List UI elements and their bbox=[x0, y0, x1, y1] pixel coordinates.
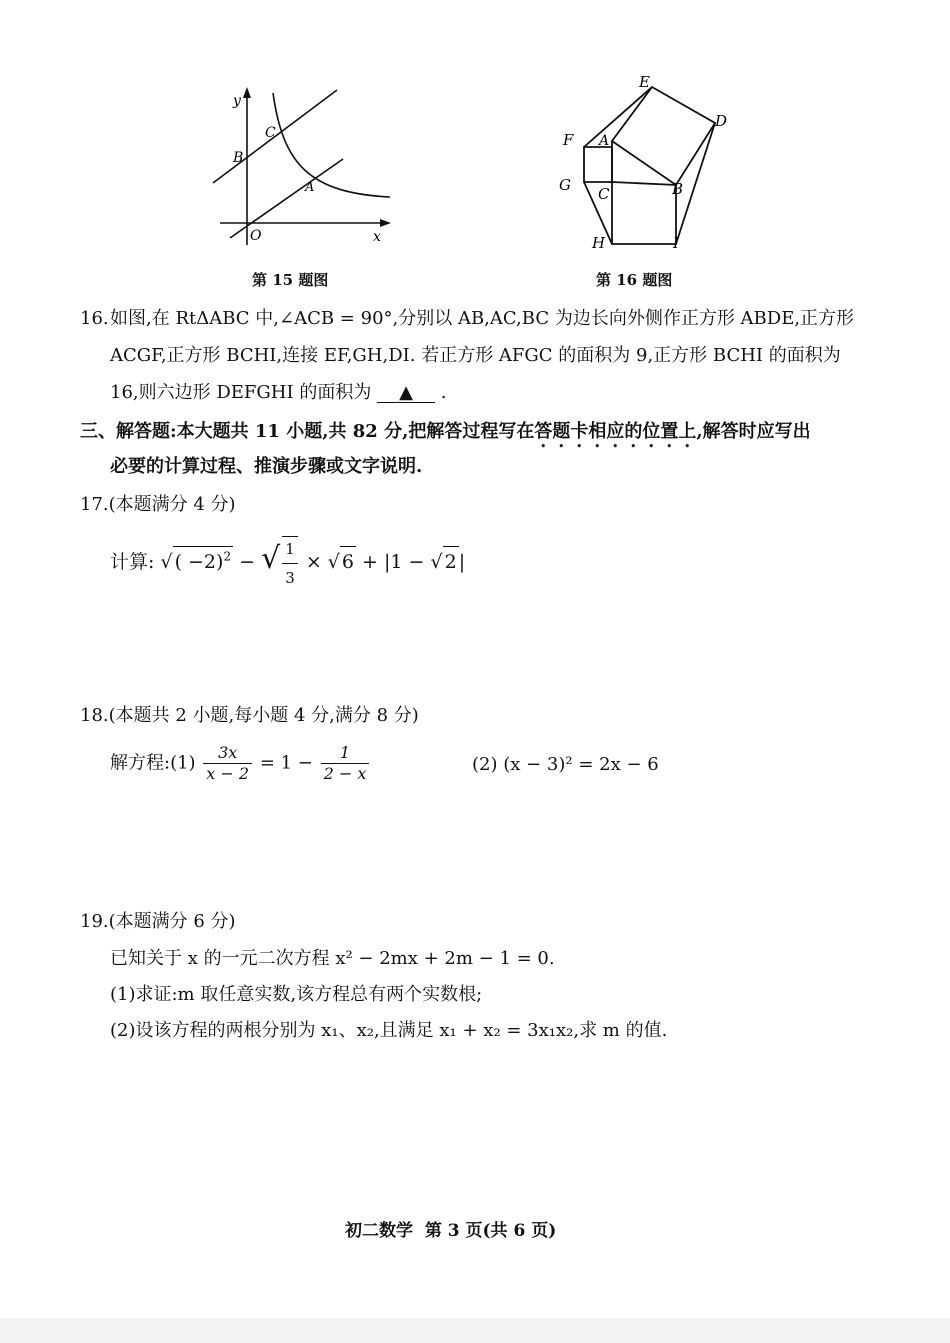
q19-line1: 已知关于 x 的一元二次方程 x² − 2mx + 2m − 1 = 0. bbox=[110, 948, 555, 969]
label-a: A bbox=[305, 180, 315, 195]
label-y: y bbox=[233, 93, 241, 109]
page-footer: 初二数学 第 3 页(共 6 页) bbox=[345, 1221, 557, 1241]
q16-line3-text: 16,则六边形 DEFGHI 的面积为 bbox=[110, 382, 372, 403]
bottom-margin bbox=[0, 1318, 950, 1343]
square-acgf bbox=[584, 147, 612, 182]
label-f: F bbox=[563, 131, 574, 149]
q19-line3: (2)设该方程的两根分别为 x₁、x₂,且满足 x₁ + x₂ = 3x₁x₂,求 m 的值. bbox=[110, 1020, 668, 1041]
section-3-heading-emphasis: 答题卡相应的位置上 bbox=[534, 421, 697, 442]
q17-fraction: $\frac{1}{3}$ bbox=[282, 536, 298, 590]
sqrt-sign-3: √ bbox=[327, 551, 340, 573]
label-d: D bbox=[715, 112, 728, 130]
figure-16 bbox=[555, 72, 740, 252]
q17-plus: + bbox=[362, 551, 378, 573]
q18-fraction-right: $\frac{1}{2 - x}$ bbox=[321, 745, 370, 782]
hyperbola bbox=[273, 93, 390, 197]
q17-minus: − bbox=[239, 551, 256, 573]
q17-title: 17.(本题满分 4 分) bbox=[80, 494, 236, 515]
section-3-line2: 必要的计算过程、推演步骤或文字说明. bbox=[110, 456, 423, 477]
q16-line1: 如图,在 RtΔABC 中,∠ACB = 90°,分别以 AB,AC,BC 为边长向外侧作正方形 ABDE,正方形 bbox=[110, 308, 855, 329]
sqrt-radicand-3: 6 bbox=[340, 546, 356, 577]
sqrt-radicand-1: ( −2)$^2$ bbox=[173, 546, 234, 577]
label-h: H bbox=[592, 234, 606, 252]
sqrt-sign-2: √ bbox=[261, 541, 281, 576]
section-3-heading bbox=[80, 421, 811, 452]
label-o: O bbox=[250, 228, 262, 244]
q17-expression bbox=[110, 535, 465, 590]
square-bchi bbox=[612, 182, 676, 244]
q18-title: 18.(本题共 2 小题,每小题 4 分,满分 8 分) bbox=[80, 705, 419, 726]
label-x: x bbox=[373, 229, 381, 245]
q18-prefix: 解方程:(1) bbox=[110, 752, 196, 774]
q17-abs-close: | bbox=[458, 551, 466, 573]
q17-prefix: 计算: bbox=[110, 551, 155, 573]
label-a: A bbox=[599, 133, 610, 149]
y-axis-arrow bbox=[243, 87, 251, 98]
label-b: B bbox=[233, 150, 244, 166]
sqrt-sign-4: √ bbox=[430, 551, 443, 573]
section-3-heading-b: ,解答时应写出 bbox=[696, 421, 811, 442]
q18-equals: = 1 − bbox=[259, 752, 313, 774]
label-c: C bbox=[598, 185, 610, 203]
label-e: E bbox=[639, 73, 650, 91]
q18-part1 bbox=[110, 745, 371, 782]
label-b: B bbox=[672, 180, 684, 198]
q19-line2: (1)求证:m 取任意实数,该方程总有两个实数根; bbox=[110, 984, 483, 1005]
section-3-heading-a: 三、解答题:本大题共 11 小题,共 82 分,把解答过程写在 bbox=[80, 421, 535, 442]
figure-16-caption: 第 16 题图 bbox=[596, 271, 673, 289]
figure-15-caption: 第 15 题图 bbox=[252, 271, 329, 289]
segment-ef bbox=[584, 87, 652, 147]
q18-part2: (2) (x − 3)² = 2x − 6 bbox=[472, 754, 659, 775]
q19-title: 19.(本题满分 6 分) bbox=[80, 911, 236, 932]
label-g: G bbox=[559, 176, 571, 194]
q18-fraction-left: $\frac{3x}{x - 2}$ bbox=[203, 745, 252, 782]
q17-abs-open: |1 − bbox=[384, 551, 425, 573]
q17-times: × bbox=[305, 551, 322, 573]
figure-15 bbox=[205, 85, 405, 250]
sqrt-radicand-4: 2 bbox=[443, 546, 459, 577]
q16-line3 bbox=[110, 384, 447, 403]
q16-number: 16. bbox=[80, 308, 109, 329]
x-axis-arrow bbox=[380, 219, 391, 227]
sqrt-sign-1: √ bbox=[160, 551, 173, 573]
label-c: C bbox=[265, 125, 276, 141]
answer-blank: ▲ bbox=[377, 384, 435, 403]
q16-line3-end: . bbox=[440, 382, 447, 403]
label-i: I bbox=[673, 234, 679, 252]
q16-line2: ACGF,正方形 BCHI,连接 EF,GH,DI. 若正方形 AFGC 的面积为 9,正方形 BCHI 的面积为 bbox=[110, 345, 841, 366]
